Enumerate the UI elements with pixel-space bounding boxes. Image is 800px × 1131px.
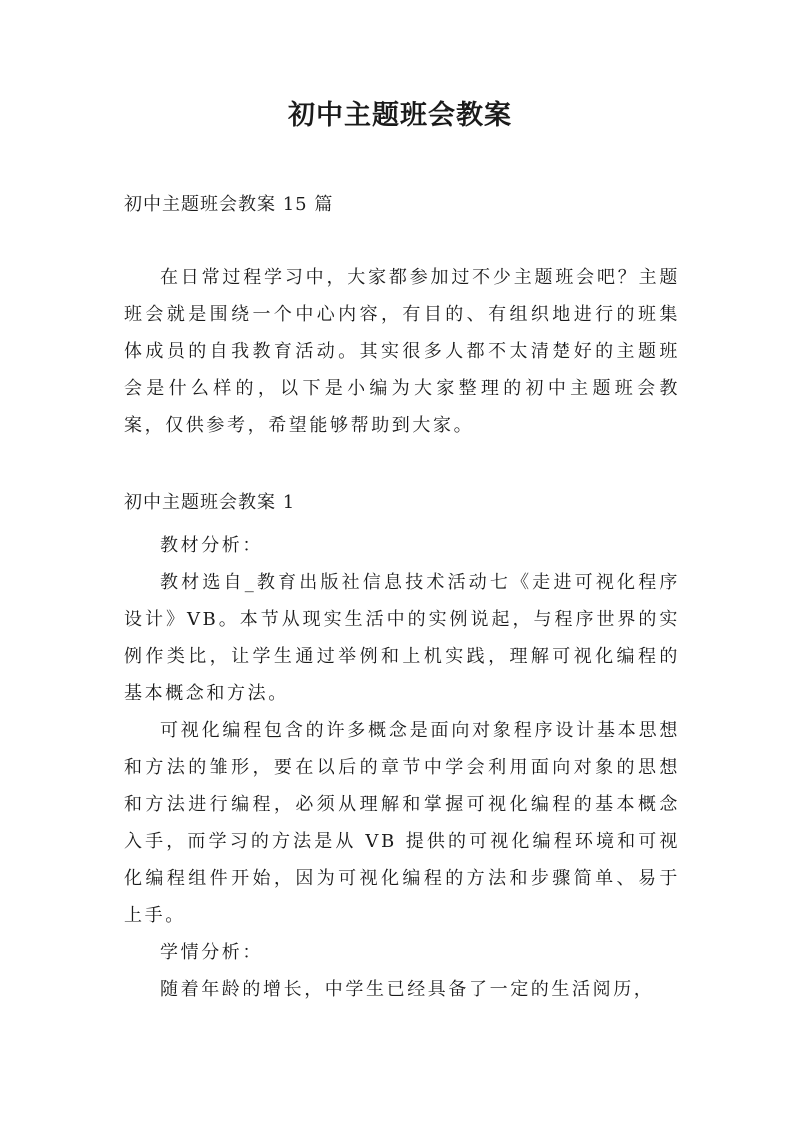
document-subtitle: 初中主题班会教案 15 篇 [124,194,334,215]
document-title: 初中主题班会教案 [288,100,512,131]
section-heading: 初中主题班会教案 1 [124,492,296,513]
intro-paragraph: 在日常过程学习中，大家都参加过不少主题班会吧？主题班会就是围绕一个中心内容，有目的、有组织地进行的班集体成员的自我教育活动。其实很多人都不太清楚好的主题班会是什么样的，以下是小编为大家整理的初中主题班会教案，仅供参考，希望能够帮助到大家。 [124,267,680,436]
student-analysis-label: 学情分析： [160,942,263,963]
textbook-paragraph-2: 可视化编程包含的许多概念是面向对象程序设计基本思想和方法的雏形，要在以后的章节中学会利用面向对象的思想和方法进行编程，必须从理解和掌握可视化编程的基本概念入手，而学习的方法是从 VB 提供的可视化编程环境和可视化编程组件开始，因为可视化编程的方法和步骤简单、易于上手。 [124,720,680,926]
intro-block [124,259,680,444]
textbook-analysis-label: 教材分析： [160,535,263,556]
section-body [124,527,680,1008]
student-paragraph-1: 随着年龄的增长，中学生已经具备了一定的生活阅历， [160,979,655,1000]
textbook-paragraph-1: 教材选自_教育出版社信息技术活动七《走进可视化程序设计》VB。本节从现实生活中的实例说起，与程序世界的实例作类比，让学生通过举例和上机实践，理解可视化编程的基本概念和方法。 [124,572,680,704]
